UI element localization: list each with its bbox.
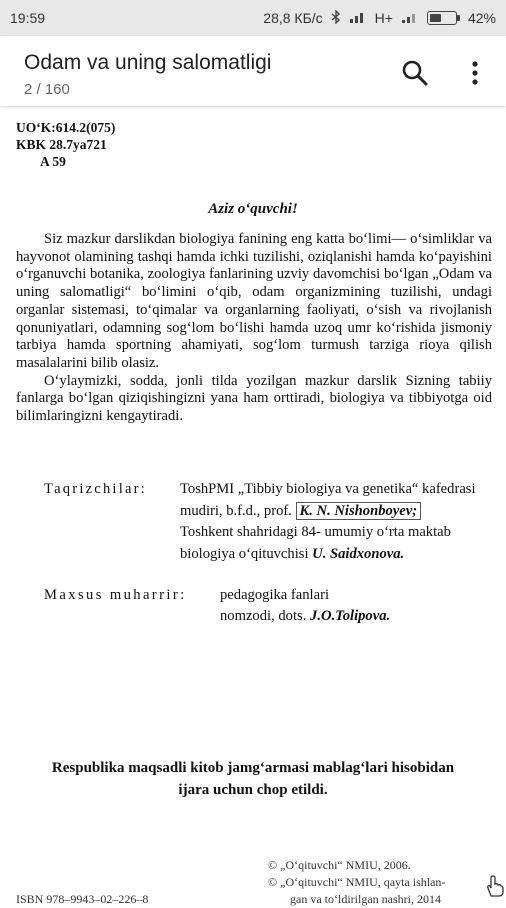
udk-block xyxy=(16,119,115,170)
page-counter: 2 / 160 xyxy=(24,81,70,98)
reviewer-role: mudiri, b.f.d., prof. xyxy=(180,502,292,519)
index-line: A 59 xyxy=(40,154,66,169)
editor-block xyxy=(44,585,390,627)
page-heading: Aziz o‘quvchi! xyxy=(208,201,298,217)
battery-percent: 42% xyxy=(467,10,496,26)
editor-line: pedagogika fanlari xyxy=(220,587,329,603)
search-icon xyxy=(398,56,432,90)
funding-note xyxy=(0,757,506,801)
udk-line: UO‘K:614.2(075) xyxy=(16,120,116,135)
reviewers-block xyxy=(44,479,476,565)
copyright-line: © „O‘qituvchi“ NMIU, qayta ishlan- xyxy=(268,875,446,889)
more-vert-icon xyxy=(460,56,490,90)
kbk-line: KBK 28.7ya721 xyxy=(16,137,107,152)
paragraph: Siz mazkur darslikdan biologiya fanining eng katta bo‘limi— o‘simliklar va hayvonot olamining tashqi hamda ichki tuzilishi, oziqlanishi hamda ko‘payishini o‘rganuvchi botanika, zoologiya fanlarining uzviy davomchisi bo‘lgan „Odam va uning salomatligi“ bo‘limini o‘qib, odam organizmining tuzilishi, undagi organlar sistemasi, to‘qimalar va organlarning faoliyati, o‘sish va rivojlanish qonuniyatlari, odamning sog‘lom bo‘lishi hamda uzoq umr ko‘rishida jismoniy tarbiya hamda sportning ahamiyati, sog‘lom turmush tarziga rioya qilish masalalarini bilib olasiz. xyxy=(16,231,492,371)
battery-icon xyxy=(427,11,460,25)
reviewer-name: U. Saidxonova. xyxy=(312,545,405,562)
network-speed: 28,8 КБ/с xyxy=(263,10,323,26)
editor-name: J.O.Tolipova. xyxy=(310,608,391,624)
copyright-line: © „O‘qituvchi“ NMIU, 2006. xyxy=(268,858,411,872)
app-bar xyxy=(0,36,506,106)
document-page[interactable] xyxy=(0,107,506,906)
hand-pointer-icon xyxy=(484,874,504,898)
signal-icon-2 xyxy=(401,10,419,26)
network-type: H+ xyxy=(374,10,393,26)
reviewer-name: K. N. Nishonboyev; xyxy=(296,502,422,520)
isbn: ISBN 978–9943–02–226–8 xyxy=(16,892,149,906)
more-options-button[interactable] xyxy=(460,56,490,90)
reviewer-role: biologiya o‘qituvchisi xyxy=(180,545,309,562)
status-time: 19:59 xyxy=(10,10,46,26)
bluetooth-icon xyxy=(331,10,341,27)
reviewer-line: ToshPMI „Tibbiy biologiya va genetika“ kafedrasi xyxy=(180,481,476,497)
reviewers-label: Taqrizchilar: xyxy=(44,481,147,497)
search-button[interactable] xyxy=(398,56,432,90)
copyright-line: gan va to‘ldirilgan nashri, 2014 xyxy=(290,892,441,906)
signal-icon xyxy=(349,10,367,26)
document-title: Odam va uning salomatligi xyxy=(24,51,272,74)
copyright-block xyxy=(268,857,445,908)
intro-text xyxy=(16,231,492,426)
paragraph: O‘ylaymizki, sodda, jonli tilda yozilgan mazkur darslik Sizning tabiiy fanlarga bo‘lgan qiziqishingizni yana ham orttiradi, biologiya va tibbiyotga oid bilimlaringizni kengaytiradi. xyxy=(16,372,492,425)
funding-line: ijara uchun chop etildi. xyxy=(178,782,328,798)
reviewer-line: Toshkent shahridagi 84- umumiy o‘rta maktab xyxy=(180,524,451,540)
status-bar xyxy=(0,0,506,36)
editor-role: nomzodi, dots. xyxy=(220,608,307,624)
funding-line: Respublika maqsadli kitob jamg‘armasi mablag‘lari hisobidan xyxy=(51,760,455,776)
editor-label: Maxsus muharrir: xyxy=(44,587,187,603)
fast-scroll-handle[interactable] xyxy=(484,874,504,898)
